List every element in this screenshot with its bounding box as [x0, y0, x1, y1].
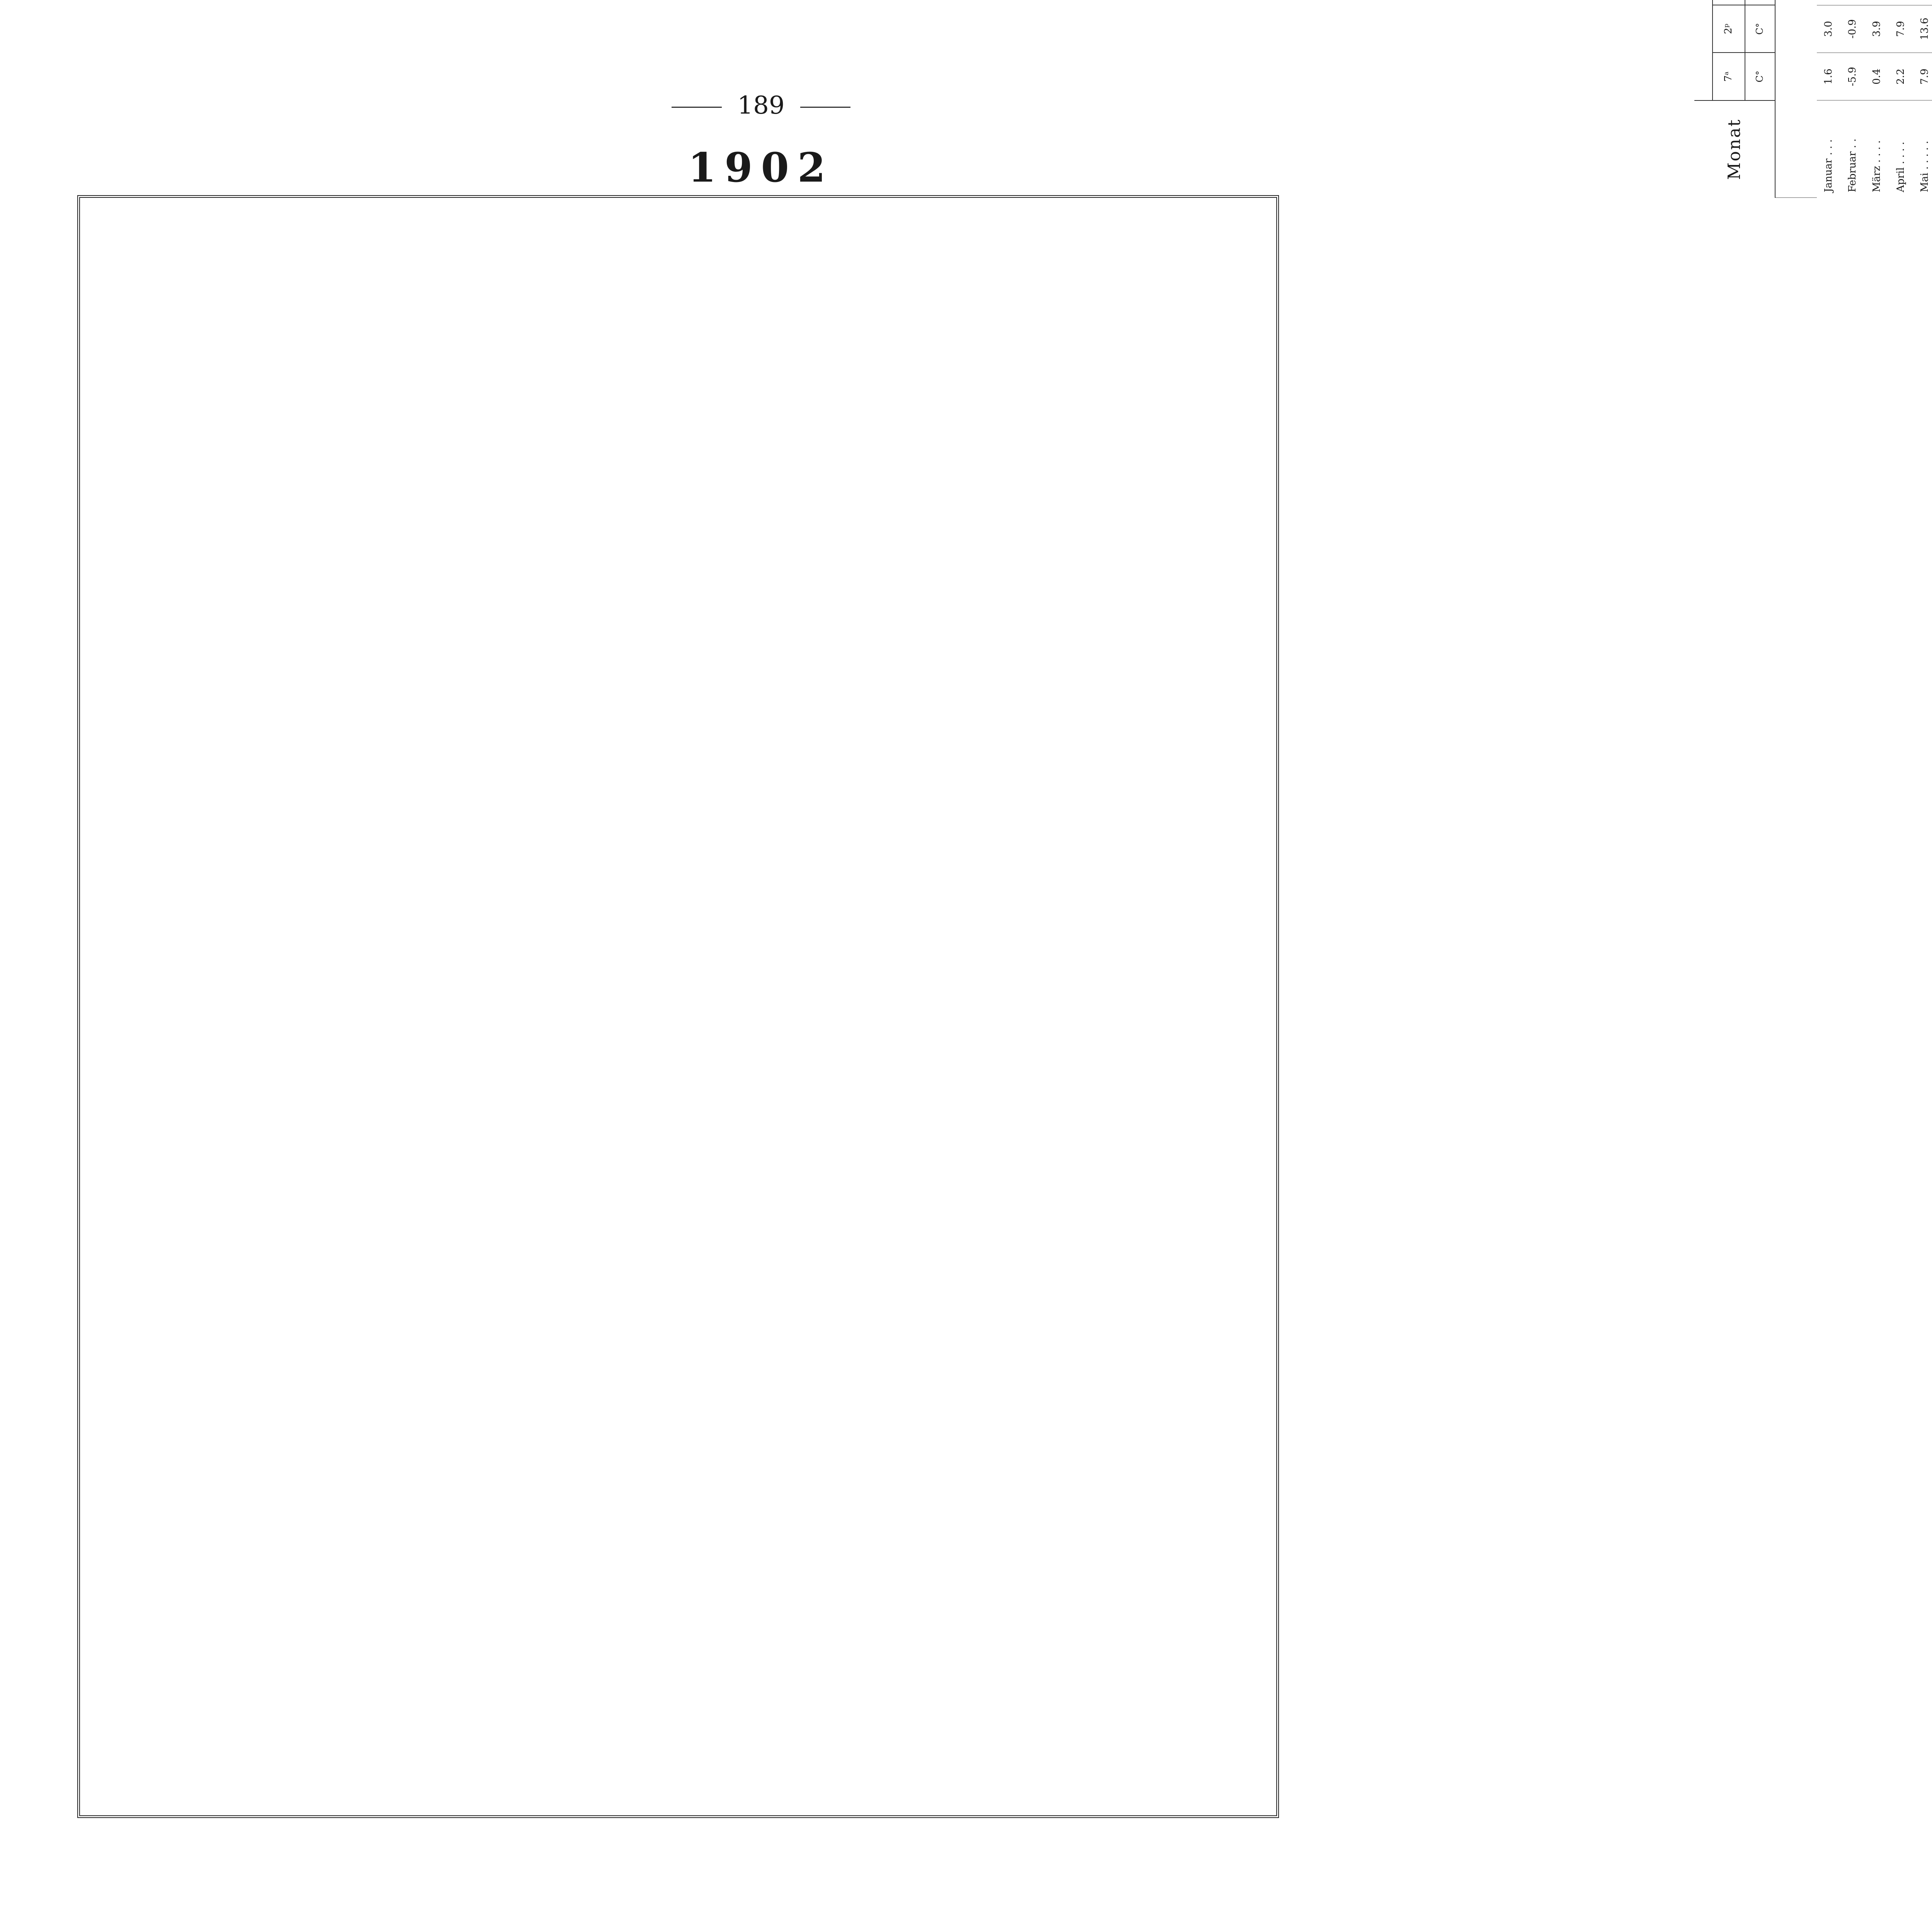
unit-c-1: C°	[1745, 53, 1775, 100]
table-cell: -5.9	[1841, 53, 1865, 100]
month-label: März . . . .	[1871, 140, 1883, 192]
table-cell: -0.9	[1841, 5, 1865, 53]
table-cell	[1841, 0, 1865, 5]
header-monat: Monat	[1694, 100, 1775, 198]
table-row	[1817, 0, 1841, 198]
table-body	[1775, 0, 1932, 198]
header-7a: 7ᵃ	[1713, 53, 1745, 100]
table-cell	[1913, 0, 1932, 5]
unit-c-3	[1745, 0, 1775, 5]
header-9p	[1713, 0, 1745, 5]
table-cell: 7.9	[1889, 5, 1913, 53]
station-header	[1775, 0, 1817, 198]
table-cell: 2.2	[1889, 53, 1913, 100]
table-cell: 13.6	[1913, 5, 1932, 53]
table-cell	[1865, 0, 1889, 5]
table-row	[1865, 0, 1889, 198]
rotated-table	[1694, 0, 1932, 198]
header-2p: 2ᵖ	[1713, 5, 1745, 53]
year-heading: 1902	[688, 144, 834, 191]
table-cell: 1.6	[1817, 53, 1841, 100]
month-label: Januar . . .	[1823, 139, 1835, 192]
month-label: Februar . .	[1847, 138, 1859, 192]
header-lufttemperatur	[1694, 0, 1713, 100]
month-label: Mai . . . . .	[1919, 141, 1931, 192]
table-cell: 0.4	[1865, 53, 1889, 100]
table-row	[1889, 0, 1913, 198]
page-number: 189	[0, 91, 1522, 120]
table-cell: 3.0	[1817, 5, 1841, 53]
table-cell	[1889, 0, 1913, 5]
month-label: April . . . .	[1895, 141, 1907, 192]
table-cell: 7.9	[1913, 53, 1932, 100]
table-cell	[1817, 0, 1841, 5]
table-row	[1913, 0, 1932, 198]
table-row	[1841, 0, 1865, 198]
climate-table	[1694, 0, 1932, 198]
station-header-cell	[1775, 0, 1817, 198]
unit-c-2: C°	[1745, 5, 1775, 53]
table-cell: 3.9	[1865, 5, 1889, 53]
